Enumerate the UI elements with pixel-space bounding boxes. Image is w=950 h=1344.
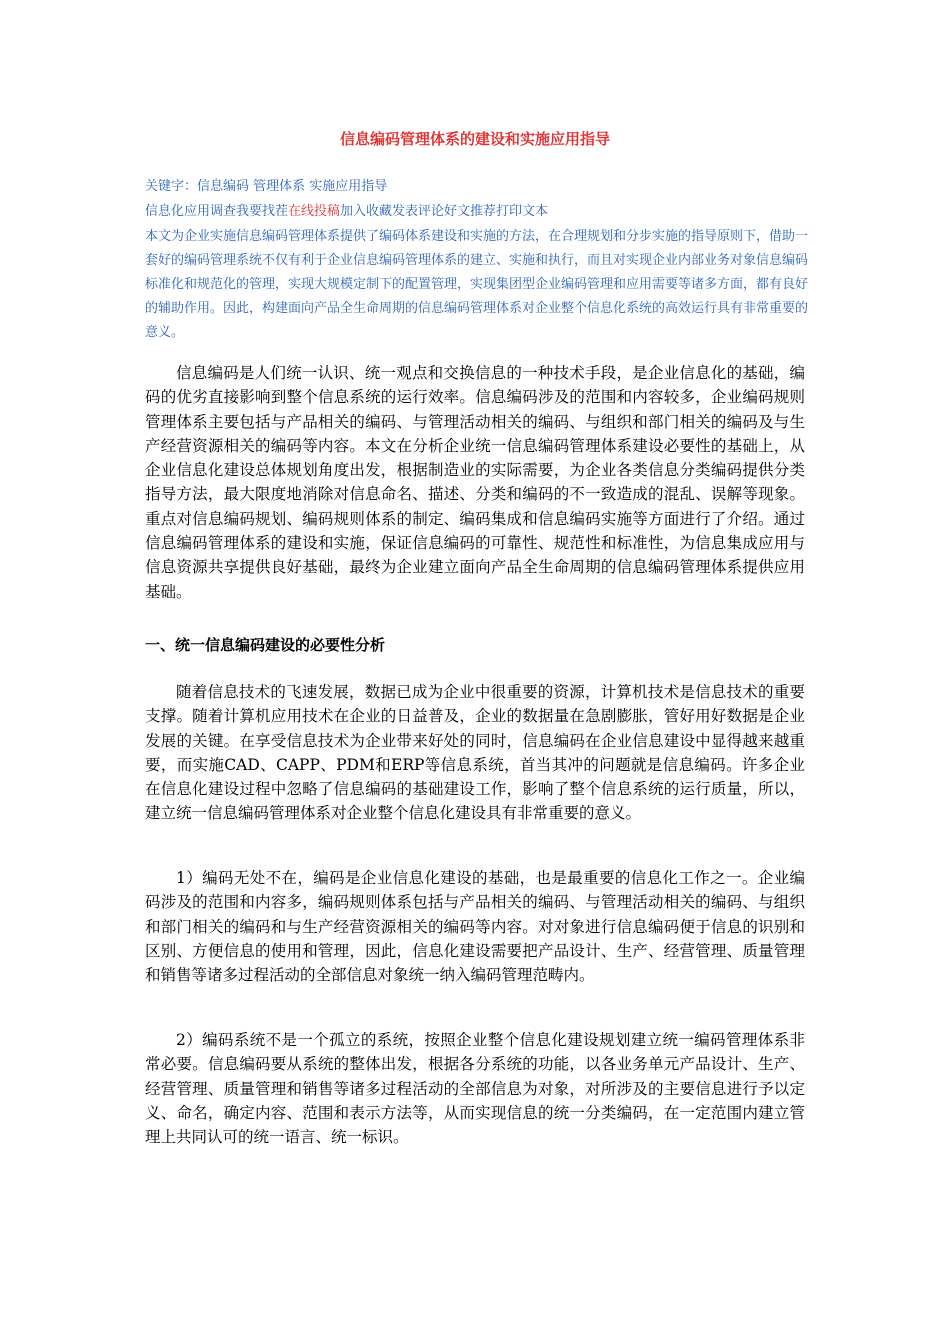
body-paragraph: 随着信息技术的飞速发展，数据已成为企业中很重要的资源，计算机技术是信息技术的重要支撑。随着计算机应用技术在企业的日益普及，企业的数据量在急剧膨胀，管好用好数据是企业发展的关键。在享受信息技术为企业带来好处的同时，信息编码在企业信息建设中显得越来越重要，而实施CAD、CAPP、PDM和ERP等信息系统，首当其冲的问题就是信息编码。许多企业在信息化建设过程中忽略了信息编码的基础建设工作，影响了整个信息系统的运行质量，所以，建立统一信息编码管理体系对企业整个信息化建设具有非常重要的意义。	[145, 683, 805, 823]
article-toolbar	[145, 200, 810, 224]
submit-online-link[interactable]: 在线投稿	[288, 204, 341, 219]
body-paragraph: 1）编码无处不在，编码是企业信息化建设的基础，也是最重要的信息化工作之一。企业编码涉及的范围和内容多，编码规则体系包括与产品相关的编码、与管理活动相关的编码、与组织和部门相关的编码和与生产经营资源相关的编码等内容。对对象进行信息编码便于信息的识别和区别、方便信息的使用和管理，因此，信息化建设需要把产品设计、生产、经营管理、质量管理和销售等诸多过程活动的全部信息对象统一纳入编码管理范畴内。	[145, 869, 805, 985]
abstract: 本文为企业实施信息编码管理体系提供了编码体系建设和实施的方法，在合理规划和分步实施的指导原则下，借助一套好的编码管理系统不仅有利于企业信息编码管理体系的建立、实施和执行，而且对实现企业内部业务对象信息编码标准化和规范化的管理，实现大规模定制下的配置管理，实现集团型企业编码管理和应用需要等诸多方面，都有良好的辅助作用。因此，构建面向产品全生命周期的信息编码管理体系对企业整个信息化系统的高效运行具有非常重要的意义。	[145, 229, 809, 340]
section-heading: 一、统一信息编码建设的必要性分析	[145, 636, 386, 654]
body-paragraph: 2）编码系统不是一个孤立的系统，按照企业整个信息化建设规划建立统一编码管理体系非常必要。信息编码要从系统的整体出发，根据各分系统的功能，以各业务单元产品设计、生产、经营管理、质量管理和销售等诸多过程活动的全部信息为对象，对所涉及的主要信息进行予以定义、命名，确定内容、范围和表示方法等，从而实现信息的统一分类编码，在一定范围内建立管理上共同认可的统一语言、统一标识。	[145, 1031, 805, 1147]
toolbar-links[interactable]: 信息化应用调查我要找茬	[145, 204, 289, 219]
intro-paragraph: 信息编码是人们统一认识、统一观点和交换信息的一种技术手段，是企业信息化的基础，编码的优劣直接影响到整个信息系统的运行效率。信息编码涉及的范围和内容较多，企业编码规则管理体系主要包括与产品相关的编码、与管理活动相关的编码、与组织和部门相关的编码及与生产经营资源相关的编码等内容。本文在分析企业统一信息编码管理体系建设必要性的基础上，从企业信息化建设总体规划角度出发，根据制造业的实际需要，为企业各类信息分类编码提供分类指导方法，最大限度地消除对信息命名、描述、分类和编码的不一致造成的混乱、误解等现象。重点对信息编码规划、编码规则体系的制定、编码集成和信息编码实施等方面进行了介绍。通过信息编码管理体系的建设和实施，保证信息编码的可靠性、规范性和标准性，为信息集成应用与信息资源共享提供良好基础，最终为企业建立面向产品全生命周期的信息编码管理体系提供应用基础。	[145, 364, 805, 601]
keywords-line: 关键字：信息编码 管理体系 实施应用指导	[145, 179, 388, 194]
toolbar-links-2[interactable]: 加入收藏发表评论好文推荐打印文本	[340, 204, 549, 219]
document-title: 信息编码管理体系的建设和实施应用指导	[339, 130, 610, 148]
